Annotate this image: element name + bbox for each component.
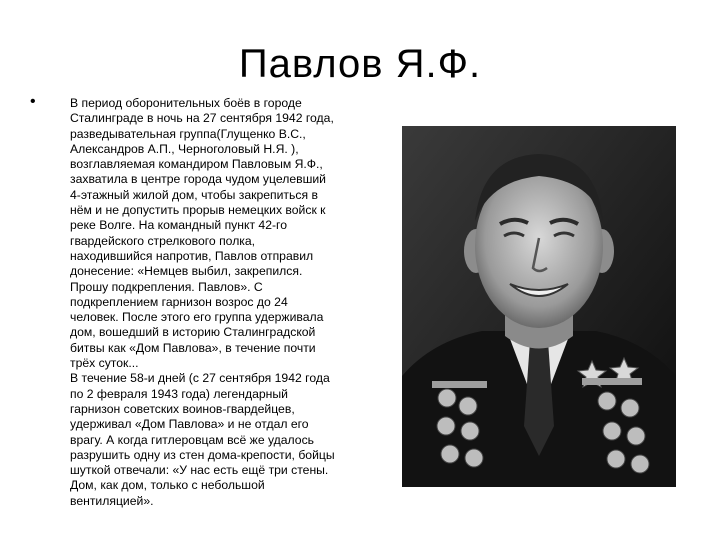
text-line: разведывательная группа(Глущенко В.С.,: [70, 126, 306, 141]
text-line: гвардейского стрелкового полка,: [70, 233, 256, 248]
bullet-text: [70, 96, 380, 509]
text-line: возглавляемая командиром Павловым Я.Ф.,: [70, 157, 323, 172]
text-line: дом, вошедший в историю Сталинградской: [70, 325, 316, 340]
text-line: нём и не допустить прорыв немецких войск к: [70, 203, 326, 218]
text-line: В период оборонительных боёв в городе: [70, 96, 302, 110]
text-line: трёх суток...: [70, 356, 139, 371]
slide-title: Павлов Я.Ф.: [238, 42, 482, 86]
text-line: врагу. А когда гитлеровцам всё же удалось: [70, 432, 315, 447]
portrait-illustration: [402, 126, 676, 487]
text-line: Прошу подкрепления. Павлов». С: [70, 279, 263, 294]
text-line: разрушить одну из стен дома-крепости, бойцы: [70, 447, 335, 462]
bullet-marker: •: [30, 93, 36, 110]
text-line: подкреплением гарнизон возрос до 24: [70, 294, 288, 309]
text-line: находившийся напротив, Павлов отправил: [70, 248, 314, 263]
text-line: по 2 февраля 1943 года) легендарный: [70, 386, 288, 401]
text-line: реке Волге. На командный пункт 42-го: [70, 218, 287, 233]
portrait-photo: [402, 126, 676, 487]
text-line: Дом, как дом, только с небольшой: [70, 478, 265, 493]
text-line: донесение: «Немцев выбил, закрепился.: [70, 264, 303, 279]
text-line: гарнизон советских воинов-гвардейцев,: [70, 401, 295, 416]
text-line: битвы как «Дом Павлова», в течение почти: [70, 340, 316, 355]
text-line: вентиляцией».: [70, 493, 154, 508]
text-line: захватила в центре города чудом уцелевший: [70, 172, 326, 187]
text-line: 4-этажный жилой дом, чтобы закрепиться в: [70, 187, 318, 202]
text-line: человек. После этого его группа удерживала: [70, 310, 324, 325]
text-line: Александров А.П., Черноголовый Н.Я. ),: [70, 141, 299, 156]
text-line: удерживал «Дом Павлова» и не отдал его: [70, 417, 309, 432]
text-line: В течение 58-и дней (с 27 сентября 1942 года: [70, 371, 330, 386]
text-line: шуткой отвечали: «У нас есть ещё три стены.: [70, 463, 329, 478]
text-line: Сталинграде в ночь на 27 сентября 1942 года,: [70, 111, 334, 126]
